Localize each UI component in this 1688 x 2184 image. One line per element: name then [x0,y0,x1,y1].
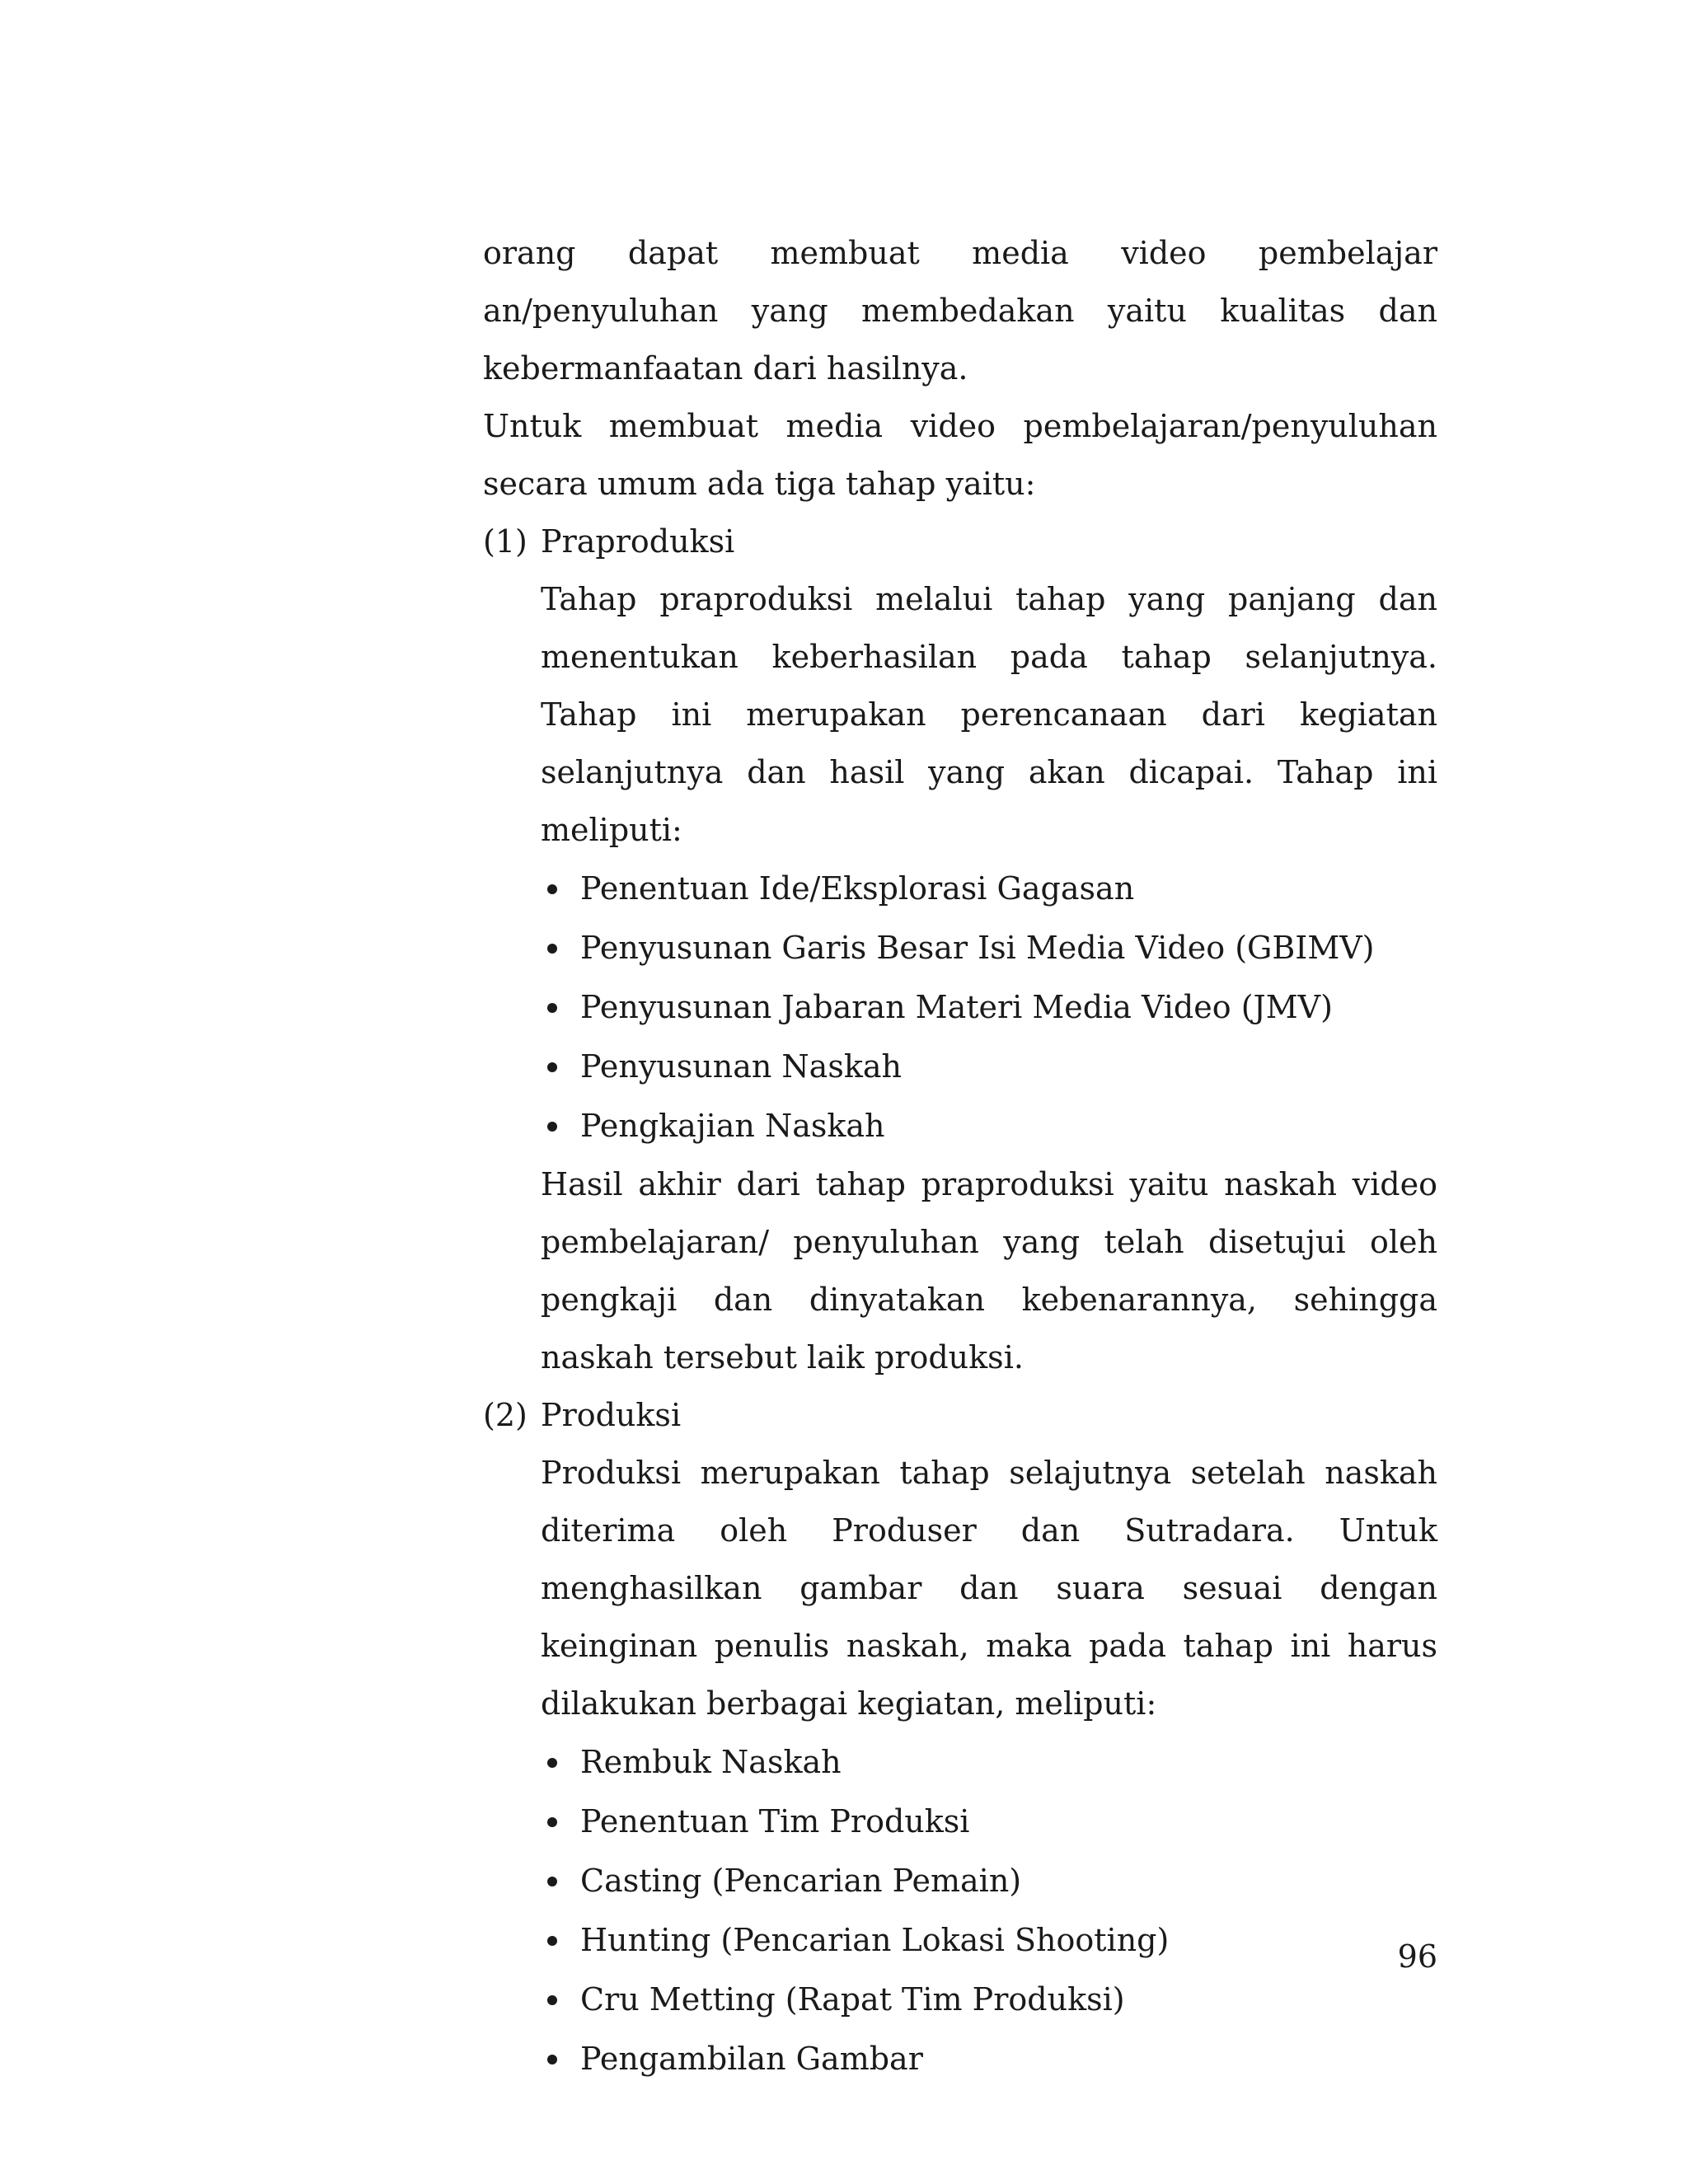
bullet-icon [547,1817,557,1827]
list-item [541,1792,1437,1851]
list-item [541,1970,1437,2029]
list-item-text: Penyusunan Jabaran Materi Media Video (JMV) [580,989,1333,1025]
step-description: Produksi merupakan tahap selajutnya setelah naskah diterima oleh Produser dan Sutradara. Untuk menghasilkan gambar dan suara sesuai dengan keinginan penulis naskah, maka pada tahap ini harus dilakukan berbagai kegiatan, meliputi: [541,1455,1437,1722]
list-item [541,977,1437,1037]
step-title: Produksi [541,1397,682,1433]
step-closing-paragraph: Hasil akhir dari tahap praproduksi yaitu naskah video pembelajaran/ penyuluhan yang telah disetujui oleh pengkaji dan dinyatakan kebenarannya, sehingga naskah tersebut laik produksi. [541,1166,1437,1376]
list-item-text: Penyusunan Naskah [580,1048,902,1085]
step-number: (1) [483,523,528,560]
bullet-icon [547,2055,557,2064]
bullet-icon [547,1122,557,1132]
list-item-text: Casting (Pencarian Pemain) [580,1863,1022,1899]
step-produksi [483,1386,1437,1444]
intro-paragraph-2: Untuk membuat media video pembelajaran/penyuluhan secara umum ada tiga tahap yaitu: [483,408,1437,502]
bullet-icon [547,1877,557,1886]
list-item-text: Penyusunan Garis Besar Isi Media Video (GBIMV) [580,930,1375,966]
list-item [541,1096,1437,1155]
bullet-icon [547,1758,557,1768]
step-number: (2) [483,1397,528,1433]
list-item-text: Penentuan Ide/Eksplorasi Gagasan [580,870,1135,907]
bullet-list [483,859,1437,1155]
list-item [541,2029,1437,2088]
list-item [541,1037,1437,1096]
page-number: 96 [1397,1938,1437,1975]
list-item-text: Pengambilan Gambar [580,2041,923,2077]
list-item [541,859,1437,918]
step-title: Praproduksi [541,523,735,560]
page-body [483,224,1437,2088]
bullet-icon [547,944,557,954]
list-item-text: Penentuan Tim Produksi [580,1803,970,1840]
list-item [541,1910,1437,1970]
bullet-icon [547,1995,557,2005]
step-description: Tahap praproduksi melalui tahap yang panjang dan menentukan keberhasilan pada tahap selanjutnya. Tahap ini merupakan perencanaan dari kegiatan selanjutnya dan hasil yang akan dicapai. Tahap ini meliputi: [541,581,1437,848]
list-item-text: Cru Metting (Rapat Tim Produksi) [580,1981,1125,2018]
list-item-text: Rembuk Naskah [580,1744,842,1780]
list-item-text: Pengkajian Naskah [580,1108,885,1144]
list-item [541,1732,1437,1792]
list-item [541,1851,1437,1910]
bullet-icon [547,1062,557,1072]
bullet-icon [547,1003,557,1013]
list-item-text: Hunting (Pencarian Lokasi Shooting) [580,1922,1170,1958]
bullet-list [483,1732,1437,2088]
bullet-icon [547,884,557,894]
list-item [541,918,1437,977]
intro-paragraph-1: orang dapat membuat media video pembelajar an/penyuluhan yang membedakan yaitu kualitas dan kebermanfaatan dari hasilnya. [483,235,1437,387]
bullet-icon [547,1936,557,1946]
step-praproduksi [483,513,1437,570]
